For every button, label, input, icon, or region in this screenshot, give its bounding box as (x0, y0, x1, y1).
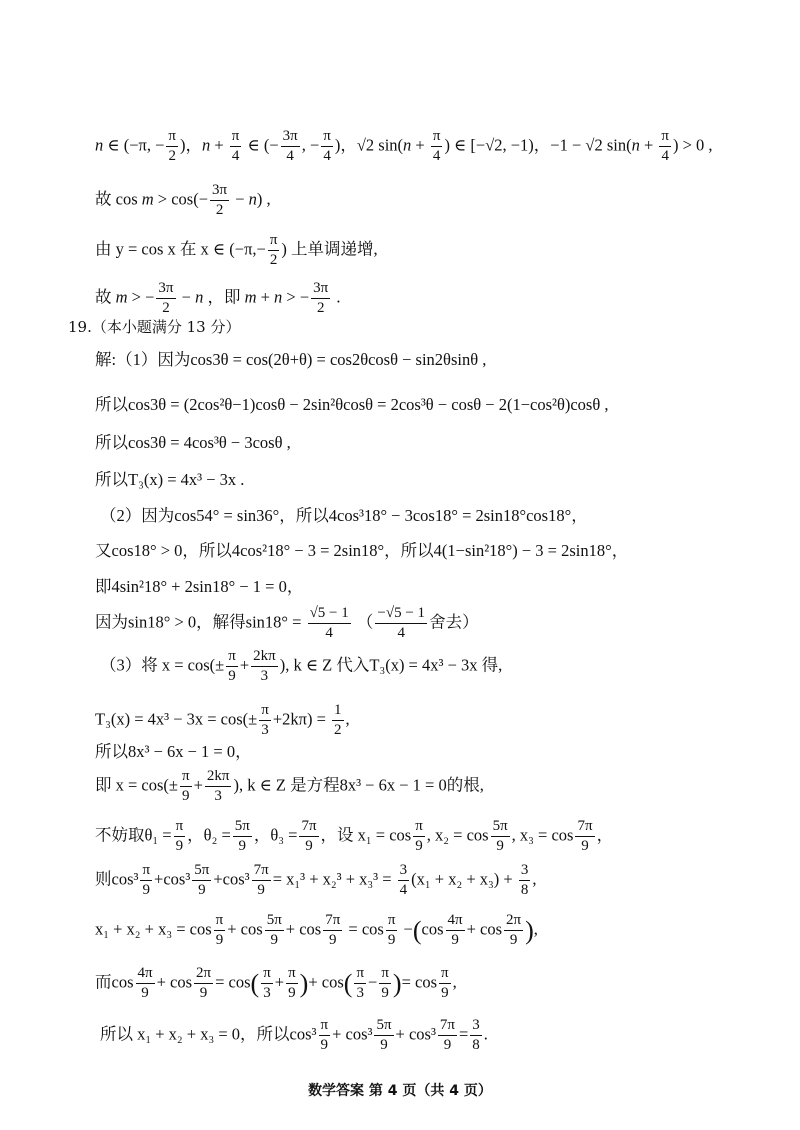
q19-part1-line1: 解:（1）因为cos3θ = cos(2θ+θ) = cos2θcosθ − sin2θsinθ , (95, 350, 487, 369)
q19-part2-line2: 又cos18° > 0，所以4cos²18° − 3 = 2sin18°，所以4(1−sin²18°) − 3 = 2sin18°， (95, 541, 629, 560)
fraction: $\frac{2\pi}{9}$ (196, 965, 212, 1002)
question-19-header: 19.（本小题满分 13 分） (68, 318, 241, 336)
fraction: $\frac{\pi}{9}$ (415, 818, 423, 855)
q19-part2-line4: 因为sin18° > 0，解得sin18° = $\frac{√5 - 1}{4}$ （ $\frac{-√5 - 1}{4}$ 舍去） (95, 605, 479, 642)
q19-part1-line3: 所以cos3θ = 4cos³θ − 3cosθ , (95, 433, 291, 452)
cont-line-1: n ∈ (−π, − $\frac{\pi}{2}$ )，n + $\frac{\pi}{4}$ ∈ (− $\frac{3\pi}{4}$ , − $\frac{\pi}{4}$ )，√2 sin(n + $\frac{\pi}{4}$ ) ∈ [−√2, −1)，−1 − √2 sin(n + $\frac{\pi}{4}$ ) > 0 , (95, 128, 713, 165)
fraction: $\frac{\pi}{2}$ (269, 232, 278, 269)
fraction: $\frac{√5 - 1}{4}$ (309, 605, 349, 642)
q19-part2-line1: （2）因为cos54° = sin36°，所以4cos³18° − 3cos18° = 2sin18°cos18°， (100, 506, 588, 525)
q19-part3-line9: 所以 x₁ + x₂ + x₃ = 0，所以cos³ $\frac{\pi}{9}$ + cos³ $\frac{5\pi}{9}$ + cos³ $\frac{7\pi}{9}$ = $\frac{3}{8}$ . (100, 1017, 488, 1054)
fraction: $\frac{\pi}{3}$ (263, 965, 271, 1002)
cont-line-4: 故 m > − $\frac{3\pi}{2}$ − n ，即 m + n > − $\frac{3\pi}{2}$ . (95, 280, 341, 317)
fraction: $\frac{\pi}{4}$ (432, 128, 441, 165)
q19-part3-line5: 不妨取θ₁ = $\frac{\pi}{9}$ ，θ₂ = $\frac{5\pi}{9}$ ，θ₃ = $\frac{7\pi}{9}$ ，设 x₁ = cos $\frac{\pi}{9}$ , x₂ = cos $\frac{5\pi}{9}$ , x₃ = cos $\frac{7\pi}{9}$ ， (95, 818, 614, 855)
fraction: $\frac{\pi}{9}$ (320, 1017, 329, 1054)
fraction: $\frac{2\pi}{9}$ (506, 912, 522, 949)
fraction: $\frac{7\pi}{9}$ (577, 818, 593, 855)
fraction: $\frac{\pi}{3}$ (261, 702, 269, 739)
fraction: $\frac{7\pi}{9}$ (439, 1017, 455, 1054)
cont-line-2: 故 cos m > cos(− $\frac{3\pi}{2}$ − n) , (95, 182, 271, 219)
fraction: $\frac{3}{4}$ (399, 862, 408, 899)
fraction: $\frac{\pi}{9}$ (381, 965, 389, 1002)
fraction: $\frac{7\pi}{9}$ (253, 862, 269, 899)
fraction: $\frac{4\pi}{9}$ (447, 912, 463, 949)
fraction: $\frac{\pi}{9}$ (175, 818, 184, 855)
fraction: $\frac{\pi}{2}$ (168, 128, 176, 165)
q19-part1-line2: 所以cos3θ = (2cos²θ−1)cosθ − 2sin²θcosθ = 2cos³θ − cosθ − 2(1−cos²θ)cosθ , (95, 395, 609, 414)
q19-part3-line2: T₃(x) = 4x³ − 3x = cos(± $\frac{\pi}{3}$ +2kπ) = $\frac{1}{2}$ , (95, 702, 350, 739)
fraction: $\frac{3\pi}{2}$ (212, 182, 228, 219)
fraction: $\frac{4\pi}{9}$ (137, 965, 153, 1002)
q19-part3-line4: 即 x = cos(± $\frac{\pi}{9}$ + $\frac{2k\pi}{3}$ ), k ∈ Z 是方程8x³ − 6x − 1 = 0的根, (95, 768, 484, 805)
fraction: $\frac{5\pi}{9}$ (492, 818, 508, 855)
fraction: $\frac{\pi}{3}$ (356, 965, 365, 1002)
fraction: $\frac{5\pi}{9}$ (234, 818, 250, 855)
fraction: $\frac{3\pi}{4}$ (282, 128, 298, 165)
q19-part3-line7: x₁ + x₂ + x₃ = cos $\frac{\pi}{9}$ + cos $\frac{5\pi}{9}$ + cos $\frac{7\pi}{9}$ = cos $\frac{\pi}{9}$ −(cos $\frac{4\pi}{9}$ + cos $\frac{2\pi}{9}$ ), (95, 912, 538, 949)
fraction: $\frac{7\pi}{9}$ (301, 818, 317, 855)
fraction: $\frac{7\pi}{9}$ (325, 912, 341, 949)
fraction: $\frac{5\pi}{9}$ (376, 1017, 392, 1054)
fraction: $\frac{\pi}{9}$ (441, 965, 449, 1002)
fraction: $\frac{\pi}{9}$ (181, 768, 190, 805)
page-footer: 数学答案 第 4 页（共 4 页） (308, 1083, 492, 1099)
fraction: $\frac{5\pi}{9}$ (194, 862, 210, 899)
fraction: $\frac{\pi}{9}$ (215, 912, 224, 949)
fraction: $\frac{3}{8}$ (520, 862, 529, 899)
fraction: $\frac{3\pi}{2}$ (313, 280, 329, 317)
fraction: $\frac{-√5 - 1}{4}$ (377, 605, 426, 642)
fraction: $\frac{2k\pi}{3}$ (253, 648, 276, 685)
cont-line-3: 由 y = cos x 在 x ∈ (−π,− $\frac{\pi}{2}$ ) 上单调递增, (95, 232, 378, 269)
fraction: $\frac{\pi}{4}$ (231, 128, 240, 165)
q19-part3-line3: 所以8x³ − 6x − 1 = 0， (95, 742, 252, 761)
fraction: $\frac{5\pi}{9}$ (266, 912, 282, 949)
fraction: $\frac{1}{2}$ (334, 702, 342, 739)
q19-part2-line3: 即4sin²18° + 2sin18° − 1 = 0， (95, 577, 304, 596)
fraction: $\frac{\pi}{4}$ (661, 128, 669, 165)
q19-part3-line6: 则cos³ $\frac{\pi}{9}$ +cos³ $\frac{5\pi}{9}$ +cos³ $\frac{7\pi}{9}$ = x₁³ + x₂³ + x₃³ = $\frac{3}{4}$ (x₁ + x₂ + x₃) + $\frac{3}{8}$ , (95, 862, 537, 899)
fraction: $\frac{3}{8}$ (472, 1017, 480, 1054)
fraction: $\frac{\pi}{9}$ (288, 965, 296, 1002)
fraction: $\frac{3\pi}{2}$ (158, 280, 174, 317)
q19-part3-line8: 而cos $\frac{4\pi}{9}$ + cos $\frac{2\pi}{9}$ = cos( $\frac{\pi}{3}$ + $\frac{\pi}{9}$ )+ cos( $\frac{\pi}{3}$ − $\frac{\pi}{9}$ )= cos $\frac{\pi}{9}$ , (95, 965, 457, 1002)
fraction: $\frac{2k\pi}{3}$ (206, 768, 230, 805)
fraction: $\frac{\pi}{4}$ (323, 128, 331, 165)
fraction: $\frac{\pi}{9}$ (228, 648, 236, 685)
fraction: $\frac{\pi}{9}$ (142, 862, 151, 899)
fraction: $\frac{\pi}{9}$ (387, 912, 396, 949)
q19-part3-line1: （3）将 x = cos(± $\frac{\pi}{9}$ + $\frac{2k\pi}{3}$ ), k ∈ Z 代入T₃(x) = 4x³ − 3x 得, (100, 648, 503, 685)
q19-part1-line4: 所以T₃(x) = 4x³ − 3x . (95, 470, 245, 489)
